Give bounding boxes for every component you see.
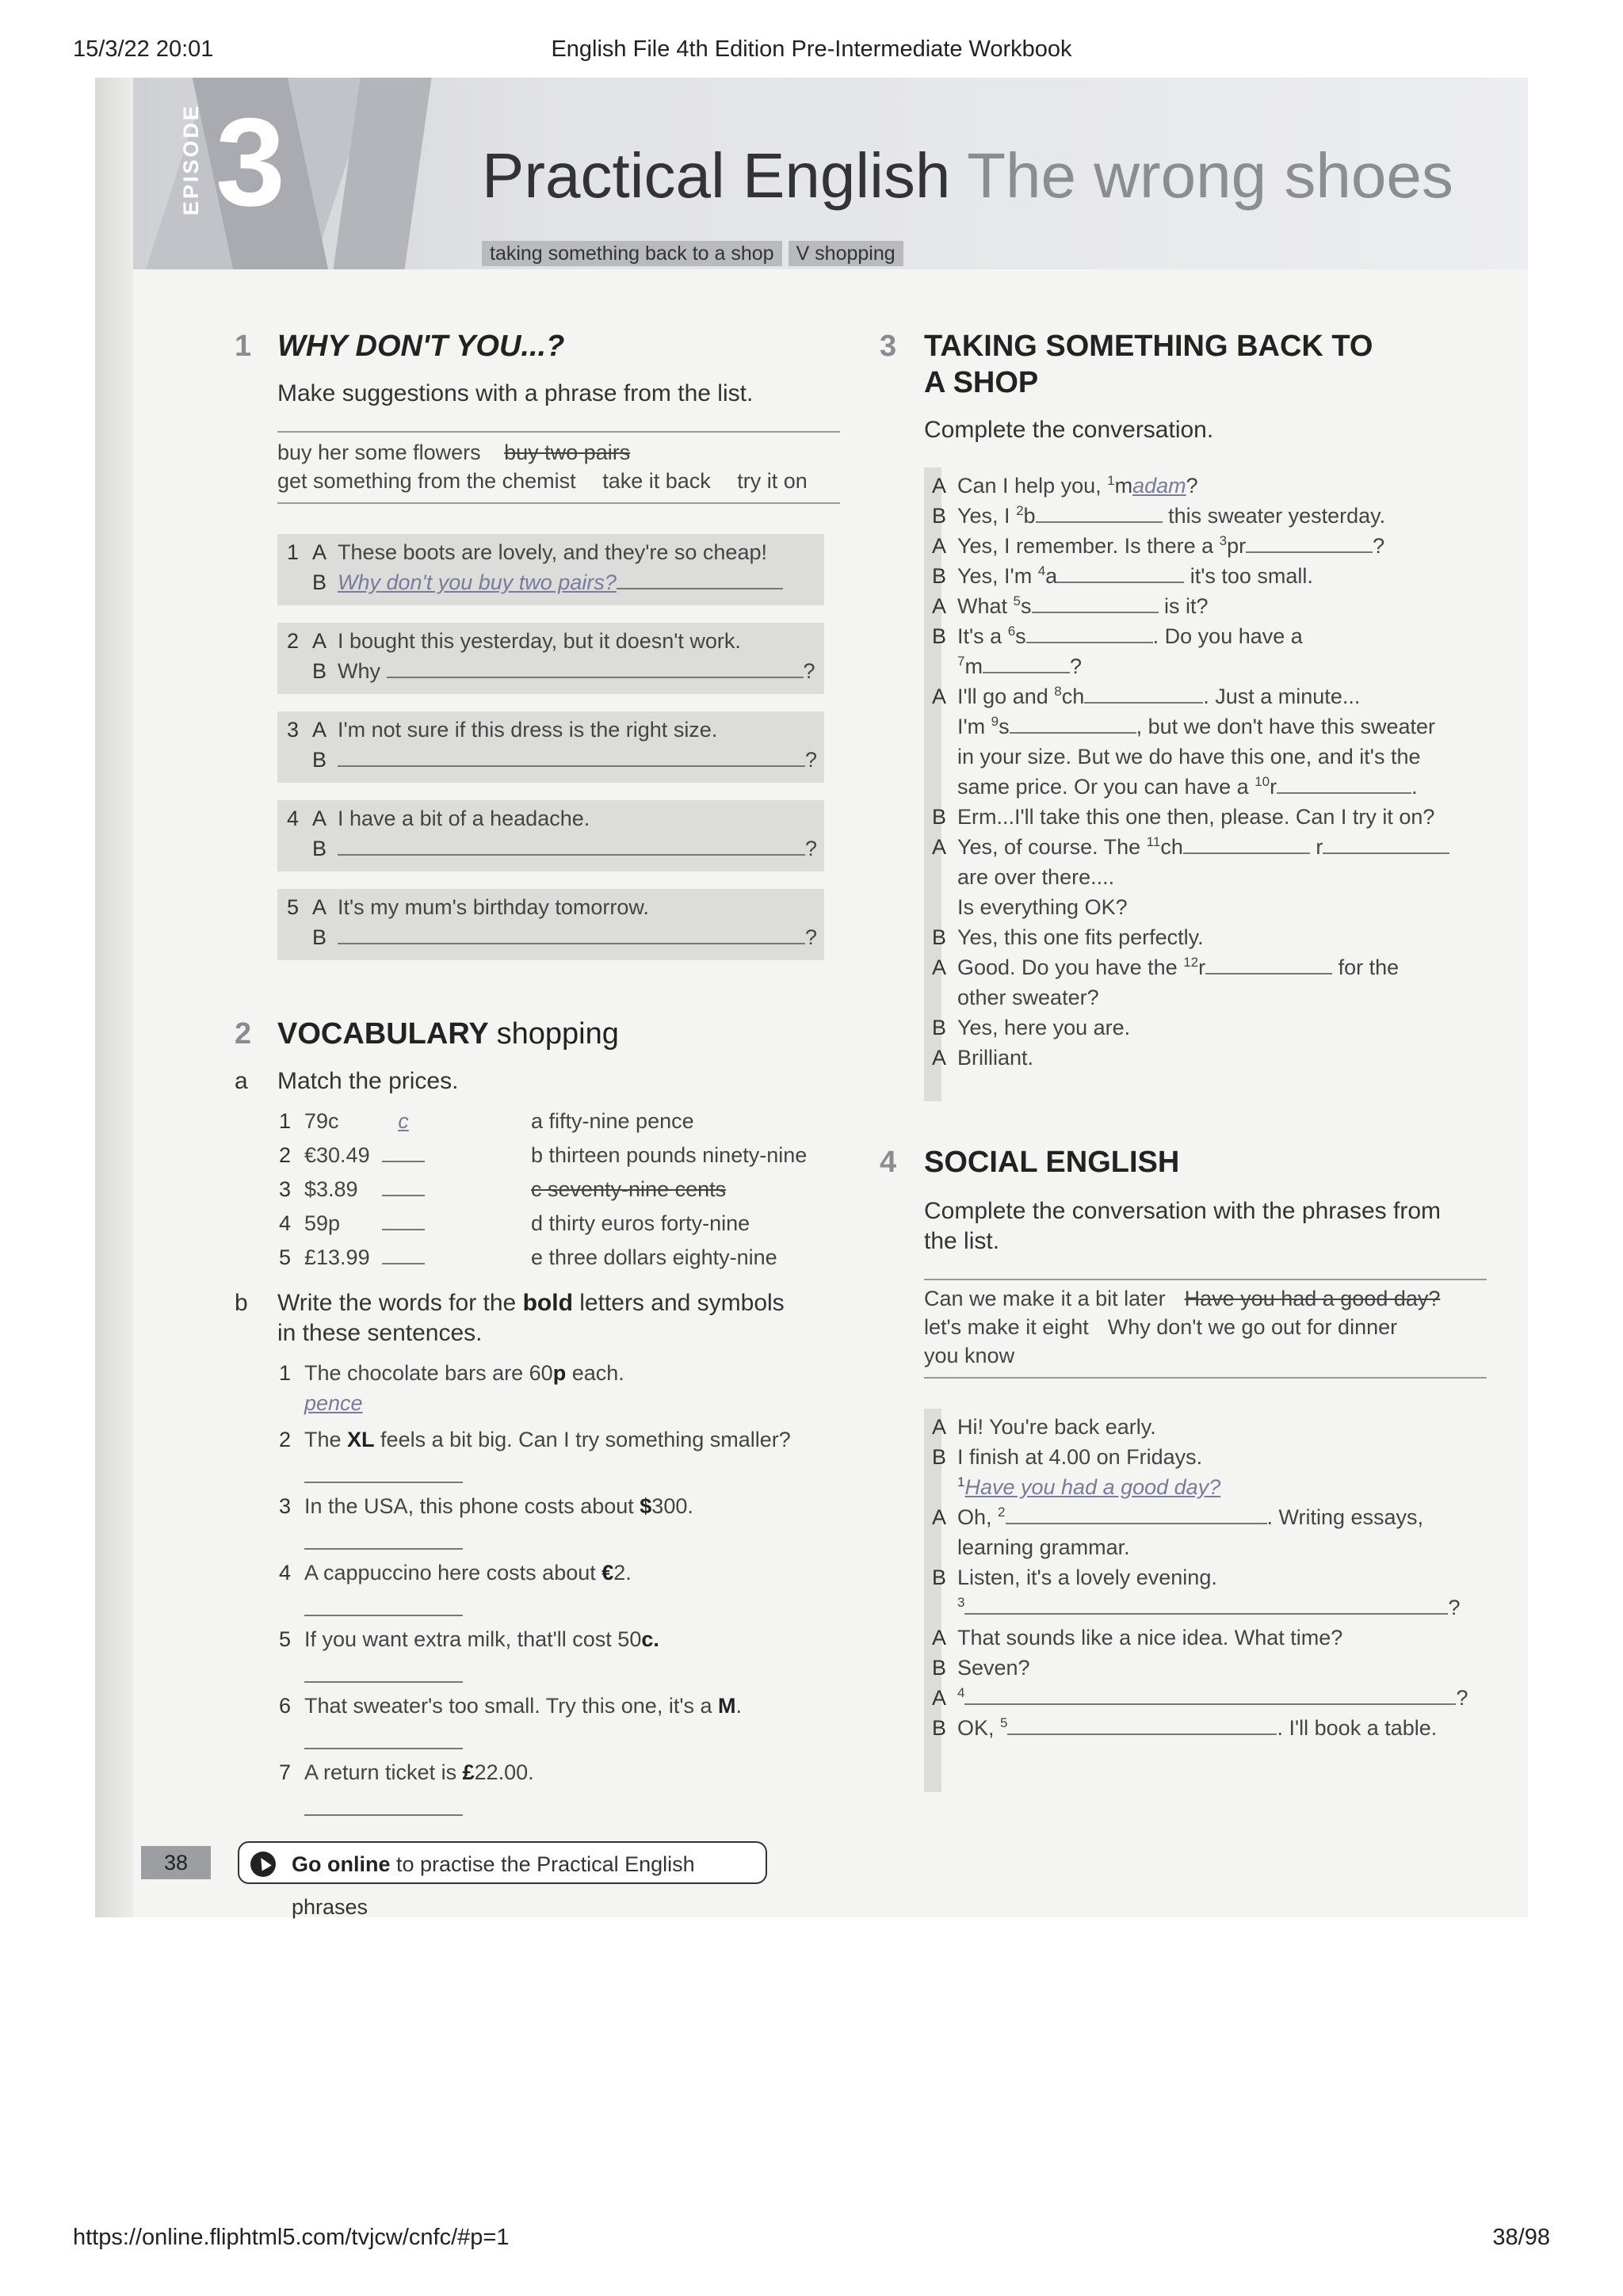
dialogue-line: A That sounds like a nice idea. What time? (932, 1626, 1343, 1650)
answer-blank[interactable] (983, 672, 1070, 673)
speaker-a-line: I have a bit of a headache. (338, 807, 590, 830)
answer-blank[interactable] (338, 854, 805, 856)
dialogue-line: are over there.... (957, 865, 1115, 889)
answer-example: Have you had a good day? (964, 1475, 1221, 1499)
phrase: take it back (602, 469, 711, 493)
price: €30.49 (304, 1143, 370, 1167)
go-online-bold: Go online (292, 1852, 391, 1876)
dialogue-line: B OK, $^5$ . I'll book a table. (932, 1715, 1438, 1740)
answer-blank[interactable] (338, 765, 805, 767)
answer-blank[interactable] (304, 1748, 463, 1749)
dialogue-line: B Listen, it's a lovely evening. (932, 1566, 1217, 1589)
dialogue-line: A Hi! You're back early. (932, 1415, 1156, 1439)
phrase: get something from the chemist (277, 469, 576, 493)
sentence-item: 7 A return ticket is £22.00. (279, 1760, 534, 1784)
title-subtitle: The wrong shoes (967, 140, 1453, 211)
section-instruction: the list. (924, 1228, 1000, 1254)
dialogue-line: B Seven? (932, 1656, 1030, 1680)
phrase: Why don't we go out for dinner (1107, 1315, 1398, 1339)
answer-blank[interactable] (304, 1681, 463, 1683)
answer-blank[interactable] (382, 1263, 425, 1264)
item-number: 2 (287, 629, 300, 653)
answer-blank[interactable] (1036, 521, 1163, 523)
part-letter: a (235, 1068, 248, 1094)
speaker-a-line: These boots are lovely, and they're so cheap! (338, 540, 767, 564)
section-number: 4 (880, 1146, 897, 1179)
go-online-text: to practise the Practical English phrases (292, 1852, 695, 1919)
sentence-item: 3 In the USA, this phone costs about $300. (279, 1494, 693, 1518)
episode-label: EPISODE (179, 103, 203, 215)
answer-blank[interactable] (1277, 792, 1411, 794)
dialogue-line: B It's a $^6$s . Do you have a (932, 624, 1303, 648)
part-instruction: in these sentences. (277, 1320, 483, 1346)
answer-blank[interactable] (304, 1814, 463, 1816)
price: £13.99 (304, 1245, 370, 1269)
dialogue-line: Is everything OK? (957, 895, 1128, 919)
answer-blank[interactable] (304, 1482, 463, 1483)
answer-blank[interactable] (1084, 702, 1203, 704)
dialogue-line: A What $^5$s is it? (932, 593, 1209, 618)
answer-blank[interactable] (382, 1229, 425, 1230)
section-title (277, 330, 564, 364)
dialogue-line: same price. Or you can have a $^{10}$r . (957, 774, 1418, 799)
go-online-link[interactable] (238, 1841, 767, 1919)
part-instruction: Write the words for the bold letters and symbols (277, 1290, 785, 1316)
price-answer: c (398, 1109, 409, 1133)
scan-shadow-edge (95, 78, 133, 1917)
answer-example: adam (1132, 474, 1186, 498)
phrase-used: Have you had a good day? (1184, 1287, 1441, 1310)
print-page-count: 38/98 (1492, 2225, 1550, 2250)
cursor-icon (250, 1852, 276, 1877)
phrase-list (924, 1315, 1397, 1340)
item-number: 5 (287, 895, 300, 919)
topic-tag: V shopping (789, 241, 903, 266)
answer-example: pence (304, 1391, 363, 1415)
section-title-text: VOCABULARY (277, 1017, 489, 1051)
part-letter: b (235, 1290, 248, 1316)
price-word: d thirty euros forty-nine (531, 1211, 750, 1235)
dialogue-line: A Yes, of course. The $^{11}$ch r (932, 835, 1449, 860)
price-word: a fifty-nine pence (531, 1109, 694, 1133)
answer-blank[interactable] (338, 943, 805, 944)
answer-blank[interactable] (1057, 582, 1184, 583)
part-instruction: Match the prices. (277, 1068, 459, 1094)
speaker-a-line: I'm not sure if this dress is the right size. (338, 718, 718, 742)
dialogue-line: A Yes, I remember. Is there a $^3$pr ? (932, 533, 1385, 558)
price-row: 4 59p (279, 1211, 425, 1236)
section-title: TAKING SOMETHING BACK TO (924, 330, 1373, 363)
section-title: A SHOP (924, 366, 1039, 399)
item-number: 4 (287, 807, 300, 830)
price: 59p (304, 1211, 341, 1235)
answer-blank[interactable] (1010, 732, 1136, 734)
print-url[interactable]: https://online.fliphtml5.com/tvjcw/cnfc/#p=1 (73, 2225, 510, 2250)
dialogue-line: learning grammar. (957, 1535, 1130, 1559)
print-header (73, 36, 1550, 68)
divider (924, 1279, 1487, 1280)
exercise-item: 3 A I'm not sure if this dress is the right size. B ? (277, 711, 824, 783)
title-main: Practical English (482, 140, 951, 211)
section-title: SOCIAL ENGLISH (924, 1146, 1180, 1179)
scanned-page (95, 78, 1528, 1917)
price-row: 1 79c c (279, 1109, 425, 1134)
answer-blank[interactable] (387, 677, 804, 678)
section-number: 3 (880, 330, 897, 363)
dialogue-line: B Yes, here you are. (932, 1016, 1131, 1039)
exercise-item: 1 A These boots are lovely, and they're so cheap! B Why don't you buy two pairs? (277, 534, 824, 605)
sentence-item: 4 A cappuccino here costs about €2. (279, 1561, 632, 1585)
answer-blank[interactable] (1205, 973, 1332, 974)
phrase-list (924, 1344, 1014, 1368)
answer-blank[interactable] (382, 1195, 425, 1196)
section-title-suffix: shopping (496, 1017, 619, 1051)
section-instruction: Make suggestions with a phrase from the list. (277, 380, 754, 406)
phrase: Can we make it a bit later (924, 1287, 1166, 1310)
price-row: 2 €30.49 (279, 1143, 425, 1168)
dialogue-line: B Erm...I'll take this one then, please. Can I try it on? (932, 805, 1435, 829)
dialogue-line: A Can I help you, $^1$madam? (932, 473, 1198, 498)
answer-blank[interactable] (1007, 1733, 1277, 1735)
page-title (482, 139, 1453, 212)
dialogue-line: A Good. Do you have the $^{12}$r for the (932, 955, 1400, 979)
sentence-item: 1 The chocolate bars are 60p each. (279, 1361, 624, 1385)
price: $3.89 (304, 1177, 358, 1201)
phrase: try it on (737, 469, 808, 493)
answer-blank[interactable] (382, 1161, 425, 1162)
price-word-used: c seventy-nine cents (531, 1177, 727, 1201)
answer-blank[interactable] (1006, 1523, 1267, 1524)
dialogue-line: in your size. But we do have this one, and it's the (957, 745, 1421, 769)
dialogue-line: A Brilliant. (932, 1046, 1034, 1070)
exercise-item: 5 A It's my mum's birthday tomorrow. B ? (277, 889, 824, 960)
item-number: 1 (287, 540, 300, 564)
section-title (277, 1017, 619, 1051)
answer-blank[interactable] (304, 1615, 463, 1616)
episode-banner (133, 78, 1528, 269)
price-row: 5 £13.99 (279, 1245, 425, 1270)
price-word: b thirteen pounds ninety-nine (531, 1143, 808, 1167)
price-word: e three dollars eighty-nine (531, 1245, 777, 1269)
answer-blank[interactable] (964, 1703, 1456, 1705)
page-number: 38 (141, 1846, 211, 1879)
dialogue-line: B I finish at 4.00 on Fridays. (932, 1445, 1203, 1469)
answer-blank[interactable] (1246, 551, 1373, 553)
section-instruction: Complete the conversation. (924, 417, 1214, 443)
divider (924, 1377, 1487, 1379)
price: 79c (304, 1109, 339, 1133)
phrase: you know (924, 1344, 1015, 1367)
exercise-item: 2 A I bought this yesterday, but it doesn't work. B Why ? (277, 623, 824, 694)
answer-blank[interactable] (1026, 642, 1153, 643)
dialogue-line: B Yes, this one fits perfectly. (932, 925, 1204, 949)
speaker-column (924, 467, 941, 1101)
exercise-item: 4 A I have a bit of a headache. B ? (277, 800, 824, 871)
section-number: 1 (235, 330, 252, 363)
phrase-list (924, 1287, 1440, 1311)
item-number: 3 (287, 718, 300, 742)
speaker-a-line: It's my mum's birthday tomorrow. (338, 895, 649, 919)
sentence-item: 5 If you want extra milk, that'll cost 50c. (279, 1627, 659, 1651)
dialogue-line: A Oh, $^2$ . Writing essays, (932, 1505, 1424, 1529)
phrase-used: buy two pairs (504, 441, 631, 464)
topic-tag: taking something back to a shop (482, 241, 782, 266)
phrase-list (277, 469, 808, 494)
dialogue-line: B Yes, I'm $^4$a it's too small. (932, 563, 1313, 588)
sentence-item: 2 The XL feels a bit big. Can I try something smaller? (279, 1428, 791, 1451)
answer-example: Why don't you buy two pairs? (338, 570, 617, 594)
print-datetime: 15/3/22 20:01 (73, 36, 214, 62)
dialogue-line: I'm $^9$s , but we don't have this sweater (957, 714, 1435, 738)
dialogue-line: A $^4$ ? (932, 1685, 1468, 1710)
dialogue-line: $^3$ ? (957, 1595, 1461, 1619)
dialogue-line: A I'll go and $^8$ch . Just a minute... (932, 684, 1361, 708)
answer-prompt: Why (338, 659, 380, 683)
answer-blank[interactable] (304, 1548, 463, 1550)
phrase: buy her some flowers (277, 441, 481, 464)
divider (277, 431, 840, 433)
answer-blank[interactable] (1032, 612, 1159, 613)
section-title-text: WHY DON'T YOU...? (277, 330, 565, 363)
phrase-list (277, 441, 630, 465)
answer-blank[interactable] (1323, 852, 1449, 854)
phrase: let's make it eight (924, 1315, 1089, 1339)
section-instruction: Complete the conversation with the phrases from (924, 1198, 1441, 1224)
price-row: 3 $3.89 (279, 1177, 425, 1202)
section-number: 2 (235, 1017, 252, 1051)
print-footer (73, 2225, 1550, 2256)
answer-blank[interactable] (1183, 852, 1310, 854)
dialogue-line: B Yes, I $^2$b this sweater yesterday. (932, 503, 1386, 528)
dialogue-line: $^1$Have you had a good day? (957, 1474, 1221, 1499)
speaker-a-line: I bought this yesterday, but it doesn't work. (338, 629, 741, 653)
episode-number: 3 (216, 93, 285, 232)
dialogue-line: other sweater? (957, 986, 1099, 1009)
answer-blank[interactable] (964, 1613, 1448, 1615)
divider (277, 502, 840, 504)
dialogue-line: $^7$m ? (957, 654, 1082, 678)
topic-tags (482, 241, 903, 266)
print-title: English File 4th Edition Pre-Intermediate Workbook (551, 36, 1072, 62)
sentence-item: 6 That sweater's too small. Try this one, it's a M. (279, 1694, 743, 1718)
